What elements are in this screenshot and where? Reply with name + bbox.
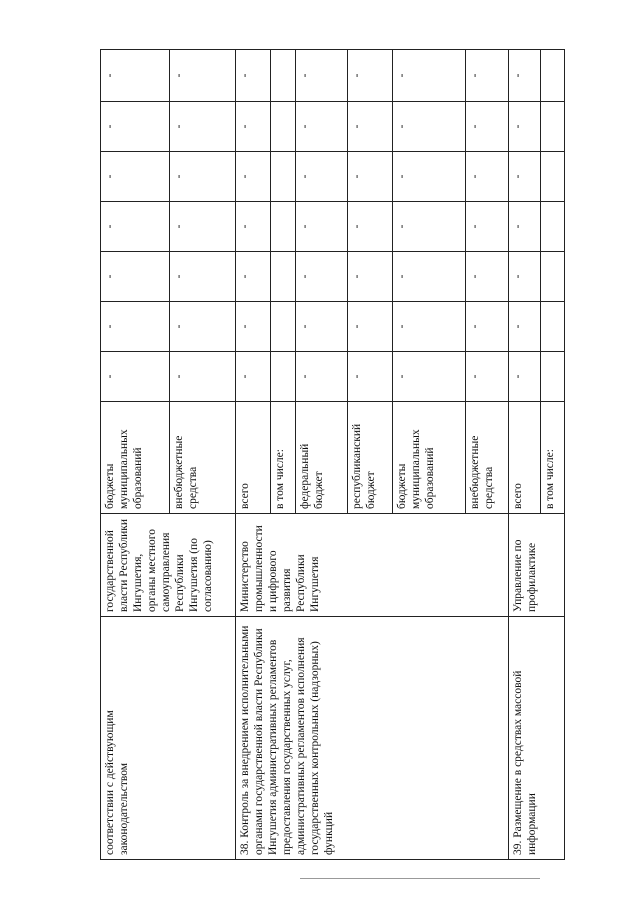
page (100, 50, 565, 860)
amount-cell: - (236, 352, 270, 402)
amount-cell: - (509, 50, 541, 102)
amount-cell: - (509, 152, 541, 202)
executor-cell: Управление по профилактике (509, 514, 565, 617)
amount-cell (270, 152, 296, 202)
amount-cell: - (296, 352, 348, 402)
amount-cell: - (101, 302, 170, 352)
amount-cell: - (393, 352, 466, 402)
amount-cell: - (509, 352, 541, 402)
amount-cell (541, 152, 565, 202)
funding-source-cell: всего (509, 402, 541, 514)
amount-cell (270, 102, 296, 152)
amount-cell: - (169, 50, 236, 102)
amount-cell: - (509, 302, 541, 352)
amount-cell: - (101, 50, 170, 102)
amount-cell: - (509, 202, 541, 252)
amount-cell (541, 252, 565, 302)
amount-cell: - (393, 202, 466, 252)
table-row (236, 50, 270, 860)
executor-cell: Министерство промышленности и цифрового развития Республики Ингушетия (236, 514, 509, 617)
amount-cell: - (393, 302, 466, 352)
amount-cell (541, 50, 565, 102)
amount-cell: - (466, 302, 509, 352)
amount-cell: - (347, 50, 392, 102)
amount-cell (270, 302, 296, 352)
amount-cell (270, 50, 296, 102)
amount-cell: - (347, 252, 392, 302)
amount-cell: - (296, 302, 348, 352)
amount-cell: - (236, 302, 270, 352)
funding-source-cell: бюджеты муниципальных образований (101, 402, 170, 514)
amount-cell: - (101, 352, 170, 402)
amount-cell: - (169, 252, 236, 302)
amount-cell (541, 352, 565, 402)
amount-cell: - (296, 152, 348, 202)
amount-cell: - (296, 50, 348, 102)
amount-cell: - (466, 152, 509, 202)
amount-cell: - (236, 252, 270, 302)
amount-cell: - (393, 102, 466, 152)
amount-cell (541, 202, 565, 252)
amount-cell (270, 202, 296, 252)
funding-source-cell: в том числе: (270, 402, 296, 514)
amount-cell: - (236, 152, 270, 202)
amount-cell (541, 302, 565, 352)
table-row (101, 50, 170, 860)
amount-cell: - (509, 102, 541, 152)
program-measures-table (100, 49, 565, 860)
page-footer-rule (300, 878, 540, 879)
funding-source-cell: республиканский бюджет (347, 402, 392, 514)
funding-source-cell: внебюджетные средства (169, 402, 236, 514)
amount-cell: - (101, 102, 170, 152)
amount-cell: - (296, 252, 348, 302)
funding-source-cell: внебюджетные средства (466, 402, 509, 514)
amount-cell: - (347, 152, 392, 202)
amount-cell: - (466, 202, 509, 252)
amount-cell: - (393, 252, 466, 302)
amount-cell: - (101, 152, 170, 202)
funding-source-cell: федеральный бюджет (296, 402, 348, 514)
amount-cell: - (393, 152, 466, 202)
amount-cell (541, 102, 565, 152)
measure-cell: соответствии с действующим законодательством (101, 617, 236, 860)
amount-cell: - (236, 102, 270, 152)
amount-cell: - (169, 202, 236, 252)
amount-cell: - (101, 202, 170, 252)
measure-cell: 38. Контроль за внедрением исполнительными органами государственной власти Республики Ингушетия административных регламентов предоставления государственных услуг, административных регламентов исполнения государственных контрольных (надзорных) функций (236, 617, 509, 860)
rotated-table-wrapper (100, 50, 565, 860)
amount-cell (270, 252, 296, 302)
funding-source-cell: всего (236, 402, 270, 514)
amount-cell: - (466, 50, 509, 102)
executor-cell: государственной власти Республики Ингушетия, органы местного самоуправления Республики Ингушетия (по согласованию) (101, 514, 236, 617)
amount-cell: - (169, 152, 236, 202)
amount-cell: - (101, 252, 170, 302)
amount-cell: - (393, 50, 466, 102)
amount-cell: - (236, 202, 270, 252)
funding-source-cell: в том числе: (541, 402, 565, 514)
amount-cell: - (347, 202, 392, 252)
amount-cell: - (347, 102, 392, 152)
table-body (101, 50, 565, 860)
measure-cell: 39. Размещение в средствах массовой информации (509, 617, 565, 860)
table-row (509, 50, 541, 860)
amount-cell: - (169, 102, 236, 152)
amount-cell: - (466, 352, 509, 402)
amount-cell: - (509, 252, 541, 302)
amount-cell: - (466, 102, 509, 152)
funding-source-cell: бюджеты муниципальных образований (393, 402, 466, 514)
amount-cell: - (347, 352, 392, 402)
amount-cell: - (236, 50, 270, 102)
amount-cell (270, 352, 296, 402)
amount-cell: - (296, 102, 348, 152)
amount-cell: - (169, 302, 236, 352)
amount-cell: - (169, 352, 236, 402)
amount-cell: - (347, 302, 392, 352)
amount-cell: - (296, 202, 348, 252)
amount-cell: - (466, 252, 509, 302)
